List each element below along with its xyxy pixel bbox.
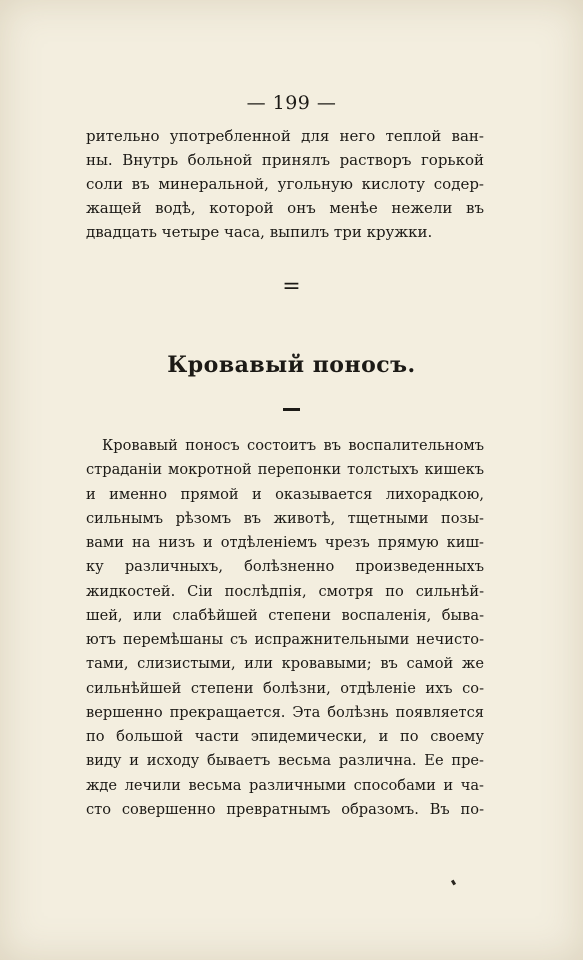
text-line: тами, слизистыми, или кровавыми; въ самой же xyxy=(86,655,484,673)
text-line: страданіи мокротной перепонки толстыхъ кишекъ xyxy=(86,461,484,479)
page-number: — 199 — xyxy=(246,92,337,114)
text-line: сто совершенно превратнымъ образомъ. Въ по- xyxy=(86,800,484,818)
title-dash-ornament xyxy=(283,408,300,411)
text-line: и именно прямой и оказывается лихорадкою, xyxy=(86,485,484,503)
text-line: двадцать четыре часа, выпилъ три кружки. xyxy=(86,223,433,241)
text-line: сильнѣйшей степени болѣзни, отдѣленіе ихъ со- xyxy=(86,679,484,697)
section-title: Кровавый поносъ. xyxy=(167,352,416,378)
text-line: ны. Внутрь больной принялъ растворъ горькой xyxy=(86,151,484,169)
text-line: виду и исходу бываетъ весьма различна. Ее пре- xyxy=(86,752,484,770)
text-line: вами на низъ и отдѣленіемъ чрезъ прямую киш- xyxy=(86,534,484,551)
top-paragraph xyxy=(86,124,484,244)
text-line: ютъ перемѣшаны съ испражнительными нечисто- xyxy=(86,631,484,648)
text-line: по большой части эпидемически, и по своему xyxy=(86,728,484,745)
text-line: жащей водѣ, которой онъ менѣе нежели въ xyxy=(86,199,484,217)
text-line: сильнымъ рѣзомъ въ животѣ, тщетными позы- xyxy=(86,509,484,527)
text-line: соли въ минеральной, угольную кислоту содер- xyxy=(86,175,484,193)
text-line: вершенно прекращается. Эта болѣзнь появляется xyxy=(86,703,484,721)
text-line: жидкостей. Сіи послѣдпія, смотря по сильнѣй- xyxy=(86,582,484,600)
text-line: ку различныхъ, болѣзненно произведенныхъ xyxy=(86,558,484,576)
text-line: Кровавый поносъ состоитъ въ воспалительномъ xyxy=(102,437,484,454)
text-line: рительно употребленной для него теплой ван- xyxy=(86,127,484,145)
text-line: шей, или слабѣйшей степени воспаленія, быва- xyxy=(86,606,484,624)
ink-speck xyxy=(451,880,456,886)
body-paragraph xyxy=(86,434,484,822)
double-rule-separator: = xyxy=(282,274,301,299)
text-line: жде лечили весьма различными способами и ча- xyxy=(86,776,484,794)
